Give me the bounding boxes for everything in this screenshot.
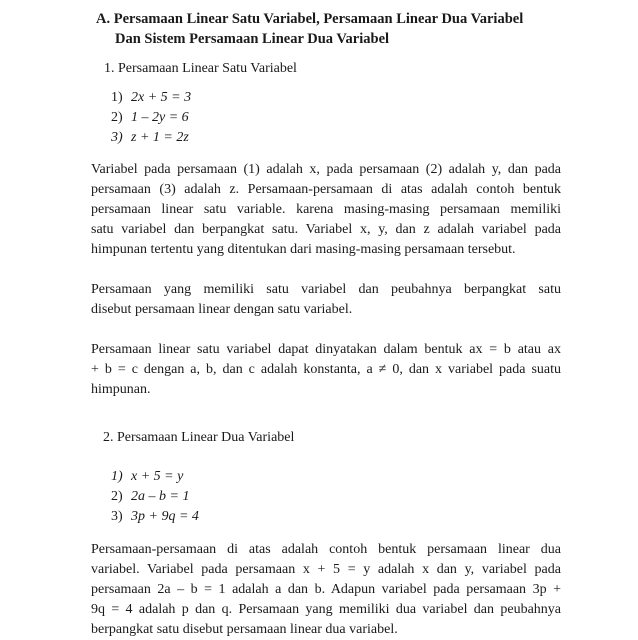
paragraph-definition [91, 280, 561, 320]
text-line: himpunan tertentu yang ditentukan dari masing-masing persamaan tersebut. [91, 242, 516, 257]
text-line: berpangkat satu disebut persamaan linear dua variabel. [91, 622, 398, 637]
text-line: 9q = 4 adalah p dan q. Persamaan yang memiliki dua variabel dan peubahnya [91, 602, 561, 617]
equation-2-1 [111, 469, 183, 485]
text-line: persamaan linear satu variable. karena masing-masing persamaan memiliki [91, 202, 561, 217]
text-line: Persamaan linear satu variabel dapat dinyatakan dalam bentuk ax = b atau ax [91, 342, 561, 357]
equation-expression: 2x + 5 = 3 [131, 90, 192, 105]
equation-1-1 [111, 90, 191, 106]
equation-expression: x + 5 = y [131, 469, 184, 484]
equation-number: 1) [111, 469, 123, 484]
section-heading-line-1: A. Persamaan Linear Satu Variabel, Persamaan Linear Dua Variabel [96, 11, 524, 27]
equation-2-3 [111, 509, 199, 525]
equation-expression: 3p + 9q = 4 [131, 509, 199, 524]
subsection-title-2: 2. Persamaan Linear Dua Variabel [103, 430, 295, 445]
equation-1-3 [111, 130, 189, 146]
subsection-title-1: 1. Persamaan Linear Satu Variabel [104, 61, 297, 76]
text-line: persamaan (3) adalah z. Persamaan-persamaan di atas adalah contoh bentuk [91, 182, 561, 197]
section-heading-line-2: Dan Sistem Persamaan Linear Dua Variabel [115, 31, 390, 47]
paragraph-variables-explanation [91, 160, 561, 260]
text-line: himpunan. [91, 382, 151, 397]
paragraph-general-form [91, 340, 561, 400]
text-line: variabel. Variabel pada persamaan x + 5 = y adalah x dan y, variabel pada [91, 562, 561, 577]
text-line: + b = c dengan a, b, dan c adalah konstanta, a ≠ 0, dan x variabel pada suatu [91, 362, 561, 377]
text-line: Persamaan yang memiliki satu variabel dan peubahnya berpangkat satu [91, 282, 561, 297]
paragraph-two-variable-explanation [91, 540, 561, 640]
text-line: Variabel pada persamaan (1) adalah x, pada persamaan (2) adalah y, dan pada [91, 162, 561, 177]
equation-expression: z + 1 = 2z [131, 130, 189, 145]
equation-number: 2) [111, 110, 123, 125]
equation-1-2 [111, 110, 189, 126]
equation-number: 2) [111, 489, 123, 504]
text-line: Persamaan-persamaan di atas adalah contoh bentuk persamaan linear dua [91, 542, 561, 557]
equation-2-2 [111, 489, 189, 505]
equation-number: 3) [111, 509, 123, 524]
equation-number: 3) [111, 130, 123, 145]
equation-number: 1) [111, 90, 123, 105]
text-line: satu variabel dan berpangkat satu. Variabel x, y, dan z adalah variabel pada [91, 222, 561, 237]
text-line: disebut persamaan linear dengan satu variabel. [91, 302, 353, 317]
equation-expression: 1 – 2y = 6 [131, 110, 189, 125]
equation-expression: 2a – b = 1 [131, 489, 190, 504]
text-line: persamaan 2a – b = 1 adalah a dan b. Adapun variabel pada persamaan 3p + [91, 582, 561, 597]
